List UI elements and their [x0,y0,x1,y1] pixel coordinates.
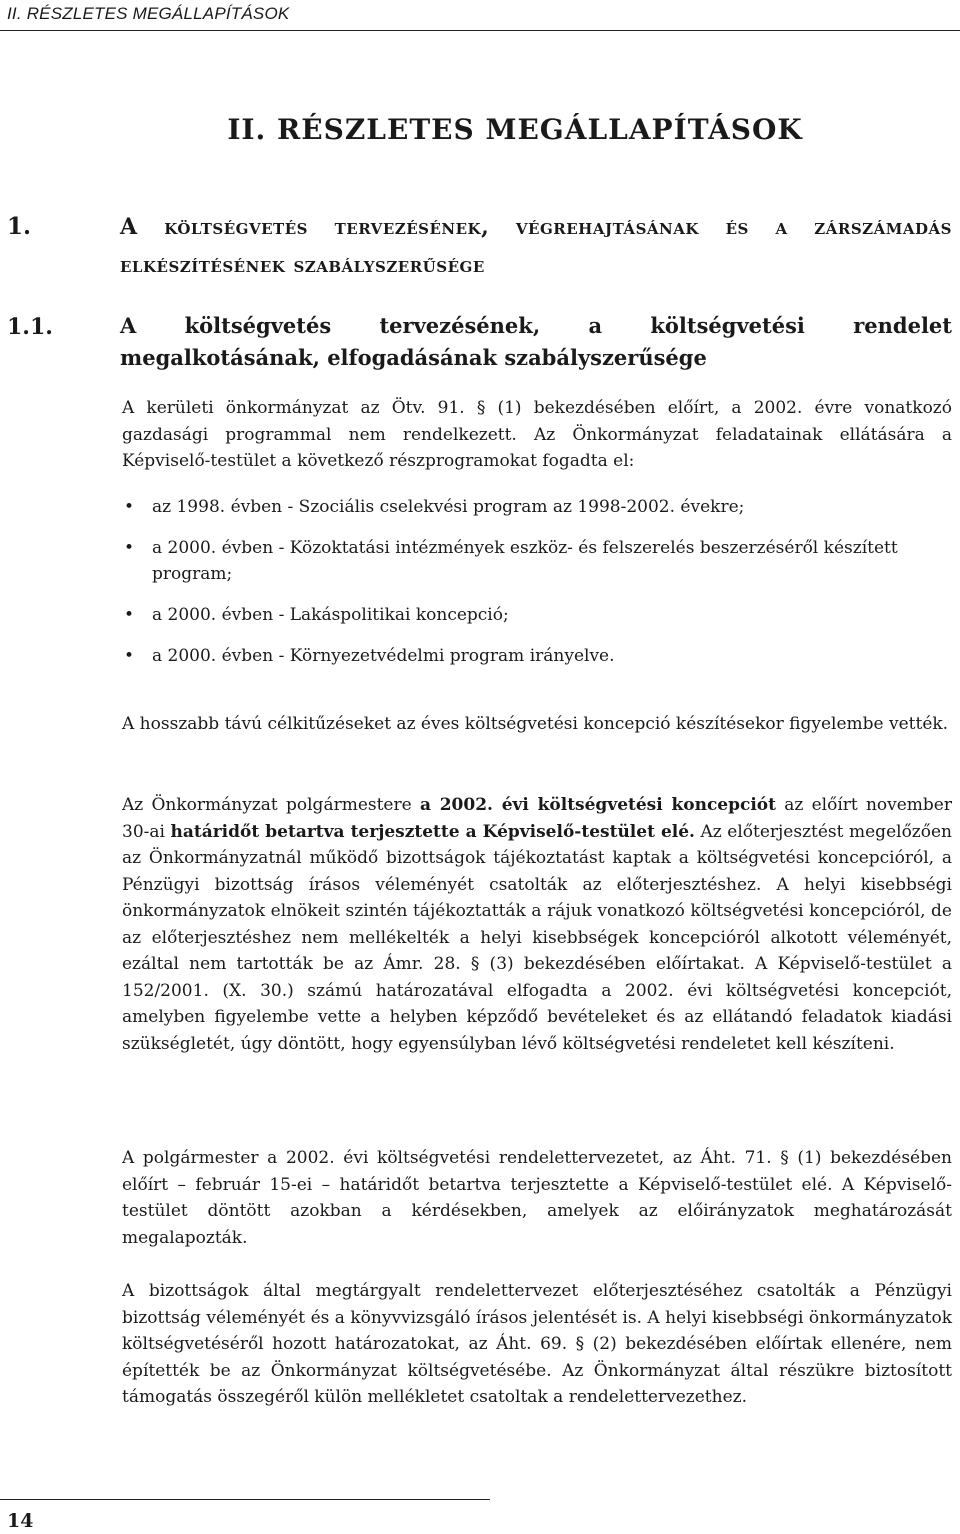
paragraph [122,792,952,1057]
bullet-icon: • [124,646,135,666]
list-item [122,494,952,520]
text-run: Az Önkormányzat polgármestere [122,795,420,815]
intro-paragraph: A kerületi önkormányzat az Ötv. 91. § (1) bekezdésében előírt, a 2002. évre vonatkozó gazdasági programmal nem rendelkezett. Az Önkormányzat feladatainak ellátására a Képviselő-testület a következő részprogramokat fogadta el: [122,398,952,471]
paragraph: A bizottságok által megtárgyalt rendelettervezet előterjesztéséhez csatolták a Pénzügyi bizottság véleményét és a könyvvizsgáló írásos jelentését is. A helyi kisebbségi önkormányzatok költségvetéséről hozott határozatokat, az Áht. 69. § (2) bekezdésében előírtak ellenére, nem építették be az Önkormányzat költségvetésébe. Az Önkormányzat által részükre biztosított támogatás összegéről külön mellékletet csatoltak a rendelettervezethez. [122,1281,952,1407]
paragraph: A polgármester a 2002. évi költségvetési rendelettervezetet, az Áht. 71. § (1) bekezdésében előírt – február 15-ei – határidőt betartva terjesztette a Képviselő-testület elé. A Képviselő-testület döntött azokban a kérdésekben, amelyek az előirányzatok meghatározását megalapozták. [122,1148,952,1248]
list-item-text: a 2000. évben - Közoktatási intézmények eszköz- és felszerelés beszerzéséről készített program; [152,538,898,584]
header-divider [0,30,960,31]
chapter-title: II. RÉSZLETES MEGÁLLAPÍTÁSOK [227,113,803,146]
program-list [122,494,952,684]
emphasis-text: a 2002. évi költségvetési koncepciót [419,795,776,815]
subsection-title: A költségvetés tervezésének, a költségvetési rendelet megalkotásának, elfogadásának szabályszerűsége [120,313,952,370]
list-item-text: az 1998. évben - Szociális cselekvési program az 1998-2002. évekre; [152,497,745,517]
section-title: A költségvetés tervezésének, végrehajtásának és a zárszámadás elkészítésének szabályszerűsége [120,214,952,278]
footer-divider [0,1499,490,1500]
list-item [122,602,952,628]
list-item [122,643,952,669]
text-run: Az előterjesztést megelőzően az Önkormányzatnál működő bizottságok tájékoztatást kaptak a költségvetési koncepcióról, a Pénzügyi bizottság írásos véleményét csatolták az előterjesztéshez. A helyi kisebbségi önkormányzatok elnökeit szintén tájékoztatták a rájuk vonatkozó költségvetési koncepcióról, de az előterjesztéshez nem mellékelték a helyi kisebbségek koncepcióról alkotott véleményét, ezáltal nem tartották be az Ámr. 28. § (3) bekezdésében előírtakat. A Képviselő-testület a 152/2001. (X. 30.) számú határozatával elfogadta a 2002. évi költségvetési koncepciót, amelyben figyelembe vette a helyben képződő bevételeket és az ellátandó feladatok kiadási szükségletét, úgy döntött, hogy egyensúlyban lévő költségvetési rendeletet kell készíteni. [122,821,953,1054]
page-number: 14 [7,1510,34,1532]
bullet-icon: • [124,497,135,517]
emphasis-text: határidőt betartva terjesztette a Képviselő-testület elé. [170,821,695,842]
text-run: az előírt november 30-ai [122,795,952,842]
list-item [122,535,952,587]
bullet-icon: • [124,538,135,558]
section-number: 1. [7,213,32,240]
running-header: II. RÉSZLETES MEGÁLLAPÍTÁSOK [7,4,290,23]
paragraph: A hosszabb távú célkitűzéseket az éves költségvetési koncepció készítésekor figyelembe vették. [122,714,949,734]
bullet-icon: • [124,605,135,625]
list-item-text: a 2000. évben - Környezetvédelmi program irányelve. [152,646,615,666]
list-item-text: a 2000. évben - Lakáspolitikai koncepció; [152,605,509,625]
subsection-number: 1.1. [7,314,53,340]
